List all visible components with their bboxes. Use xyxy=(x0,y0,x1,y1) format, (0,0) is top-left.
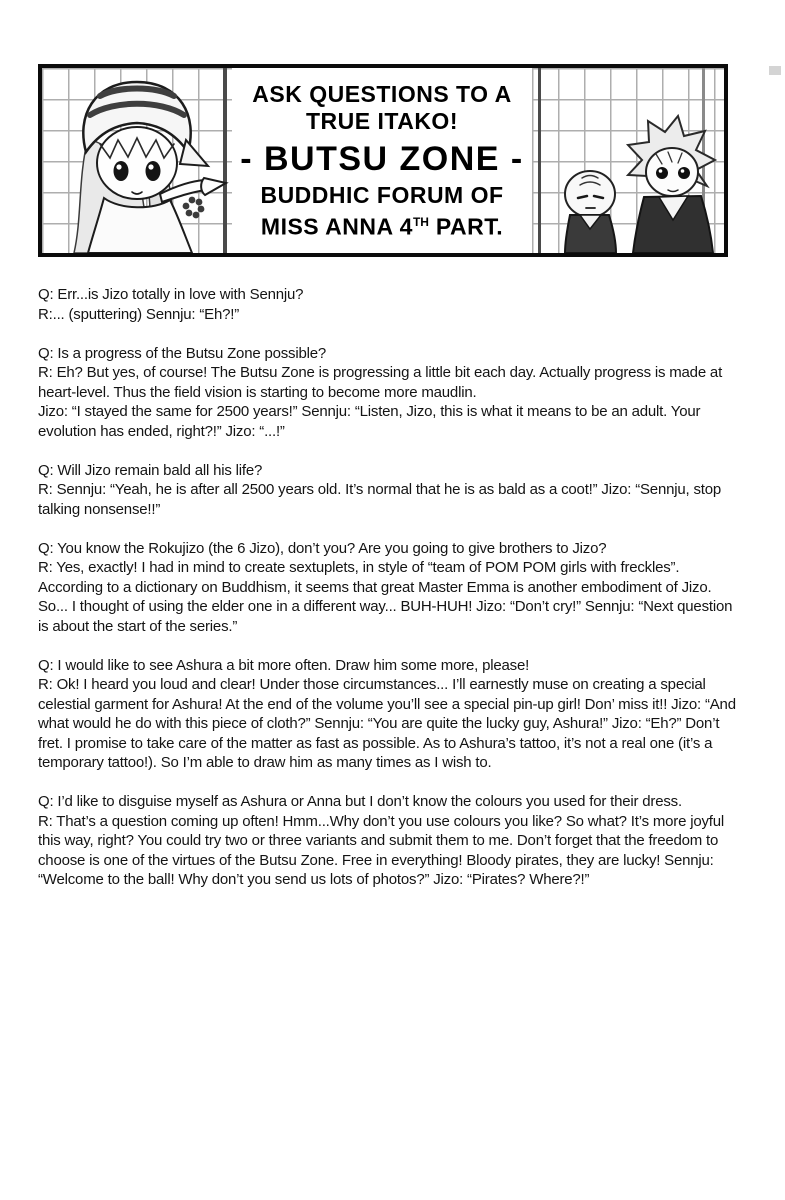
title-line-5-suffix: PART. xyxy=(428,213,504,240)
question-text: Q: I’d like to disguise myself as Ashura or Anna but I don’t know the colours you used for their dress. xyxy=(38,793,682,810)
question-text: Q: Will Jizo remain bald all his life? xyxy=(38,461,263,479)
title-line-1: ASK QUESTIONS TO A xyxy=(252,80,512,107)
girl-eye xyxy=(114,161,129,181)
kid-eye xyxy=(656,167,668,179)
question-text: Q: Err...is Jizo totally in love with Sennju? xyxy=(38,286,304,303)
eye-highlight xyxy=(116,164,121,169)
header-title xyxy=(232,68,532,253)
screen-frame-line xyxy=(538,68,541,253)
question-text: Q: Is a progress of the Butsu Zone possible? xyxy=(38,344,327,362)
answer-text: R:... (sputtering) Sennju: “Eh?!” xyxy=(38,305,239,323)
qa-block xyxy=(38,792,744,890)
qa-block xyxy=(38,344,744,442)
question-text: Q: I would like to see Ashura a bit more often. Draw him some more, please! xyxy=(38,656,530,674)
answer-text: R: That’s a question coming up often! Hmm...Why don’t you use colours you like? So what? It’s more joyful this way, right? You could try two or three variants and submit them to me. Don’t forget that the freedom to choose is one of the virtues of the Butsu Zone. Free in everything! Bloody pirates, they are lucky! Sennju: “Welcome to the ball! Why don’t you send us lots of photos?” Jizo: “Pirates? Where?!” xyxy=(38,812,725,888)
answer-text: Jizo: “I stayed the same for 2500 years!” Sennju: “Listen, Jizo, this is what it means to be an adult. Your evolution has ended, right?!” Jizo: “...!” xyxy=(38,403,701,440)
qa-block xyxy=(38,461,744,520)
qa-section xyxy=(38,285,744,909)
title-line-4: BUDDHIC FORUM OF xyxy=(260,181,504,208)
answer-text: R: Ok! I heard you loud and clear! Under those circumstances... I’ll earnestly muse on creating a special celestial garment for Ashura! At the end of the volume you’ll see a special pin-up girl! Don’ miss it!! Jizo: “And what would he do with this piece of cloth?” Sennju: “You are quite the lucky guy, Ashura!” Jizo: “Eh?” Don’t fret. I promise to take care of the matter as fast as possible. As to Ashura’s tattoo, it’s not a real one (it’s a temporary tattoo!). So I’m able to draw him as many times as I wish to. xyxy=(38,676,736,771)
title-line-2: TRUE ITAKO! xyxy=(305,107,458,134)
itako-girl-illustration xyxy=(42,68,232,253)
answer-text: R: Eh? But yes, of course! The Butsu Zone is progressing a little bit each day. Actually progress is made at heart-level. Thus the field vision is starting to become more maudlin. xyxy=(38,364,723,401)
itako-girl-drawing xyxy=(42,68,232,253)
qa-block xyxy=(38,285,744,324)
question-text: Q: You know the Rokujizo (the 6 Jizo), don’t you? Are you going to give brothers to Jizo? xyxy=(38,539,607,557)
eye-highlight xyxy=(681,169,685,173)
answer-text: R: Sennju: “Yeah, he is after all 2500 years old. It’s normal that he is as bald as a coot!” Jizo: “Sennju, stop talking nonsense!!” xyxy=(38,481,721,518)
title-line-3: - BUTSU ZONE - xyxy=(240,139,524,178)
answer-text: R: Yes, exactly! I had in mind to create sextuplets, in style of “team of POM POM girls with freckles”. According to a dictionary on Buddhism, it seems that great Master Emma is another embodiment of Jizo. So... I thought of using the elder one in a different way... BUH-HUH! Jizo: “Don’t cry!” Sennju: “Next question is about the start of the series.” xyxy=(38,559,733,635)
characters-illustration xyxy=(532,68,724,253)
scan-artifact xyxy=(769,66,781,75)
title-line-5-prefix: MISS ANNA 4 xyxy=(260,213,413,240)
jizo-and-sennju-drawing xyxy=(532,68,724,253)
header-panel xyxy=(38,64,728,257)
kid-eye xyxy=(678,167,690,179)
kid-face xyxy=(646,148,698,196)
girl-eye xyxy=(146,161,161,181)
screen-frame-line xyxy=(223,68,227,253)
qa-block xyxy=(38,656,744,773)
eye-highlight xyxy=(148,164,153,169)
title-line-5 xyxy=(261,209,503,241)
eye-highlight xyxy=(659,169,663,173)
qa-block xyxy=(38,539,744,637)
title-line-5-sup: TH xyxy=(412,214,429,229)
jizo-head xyxy=(565,171,615,217)
